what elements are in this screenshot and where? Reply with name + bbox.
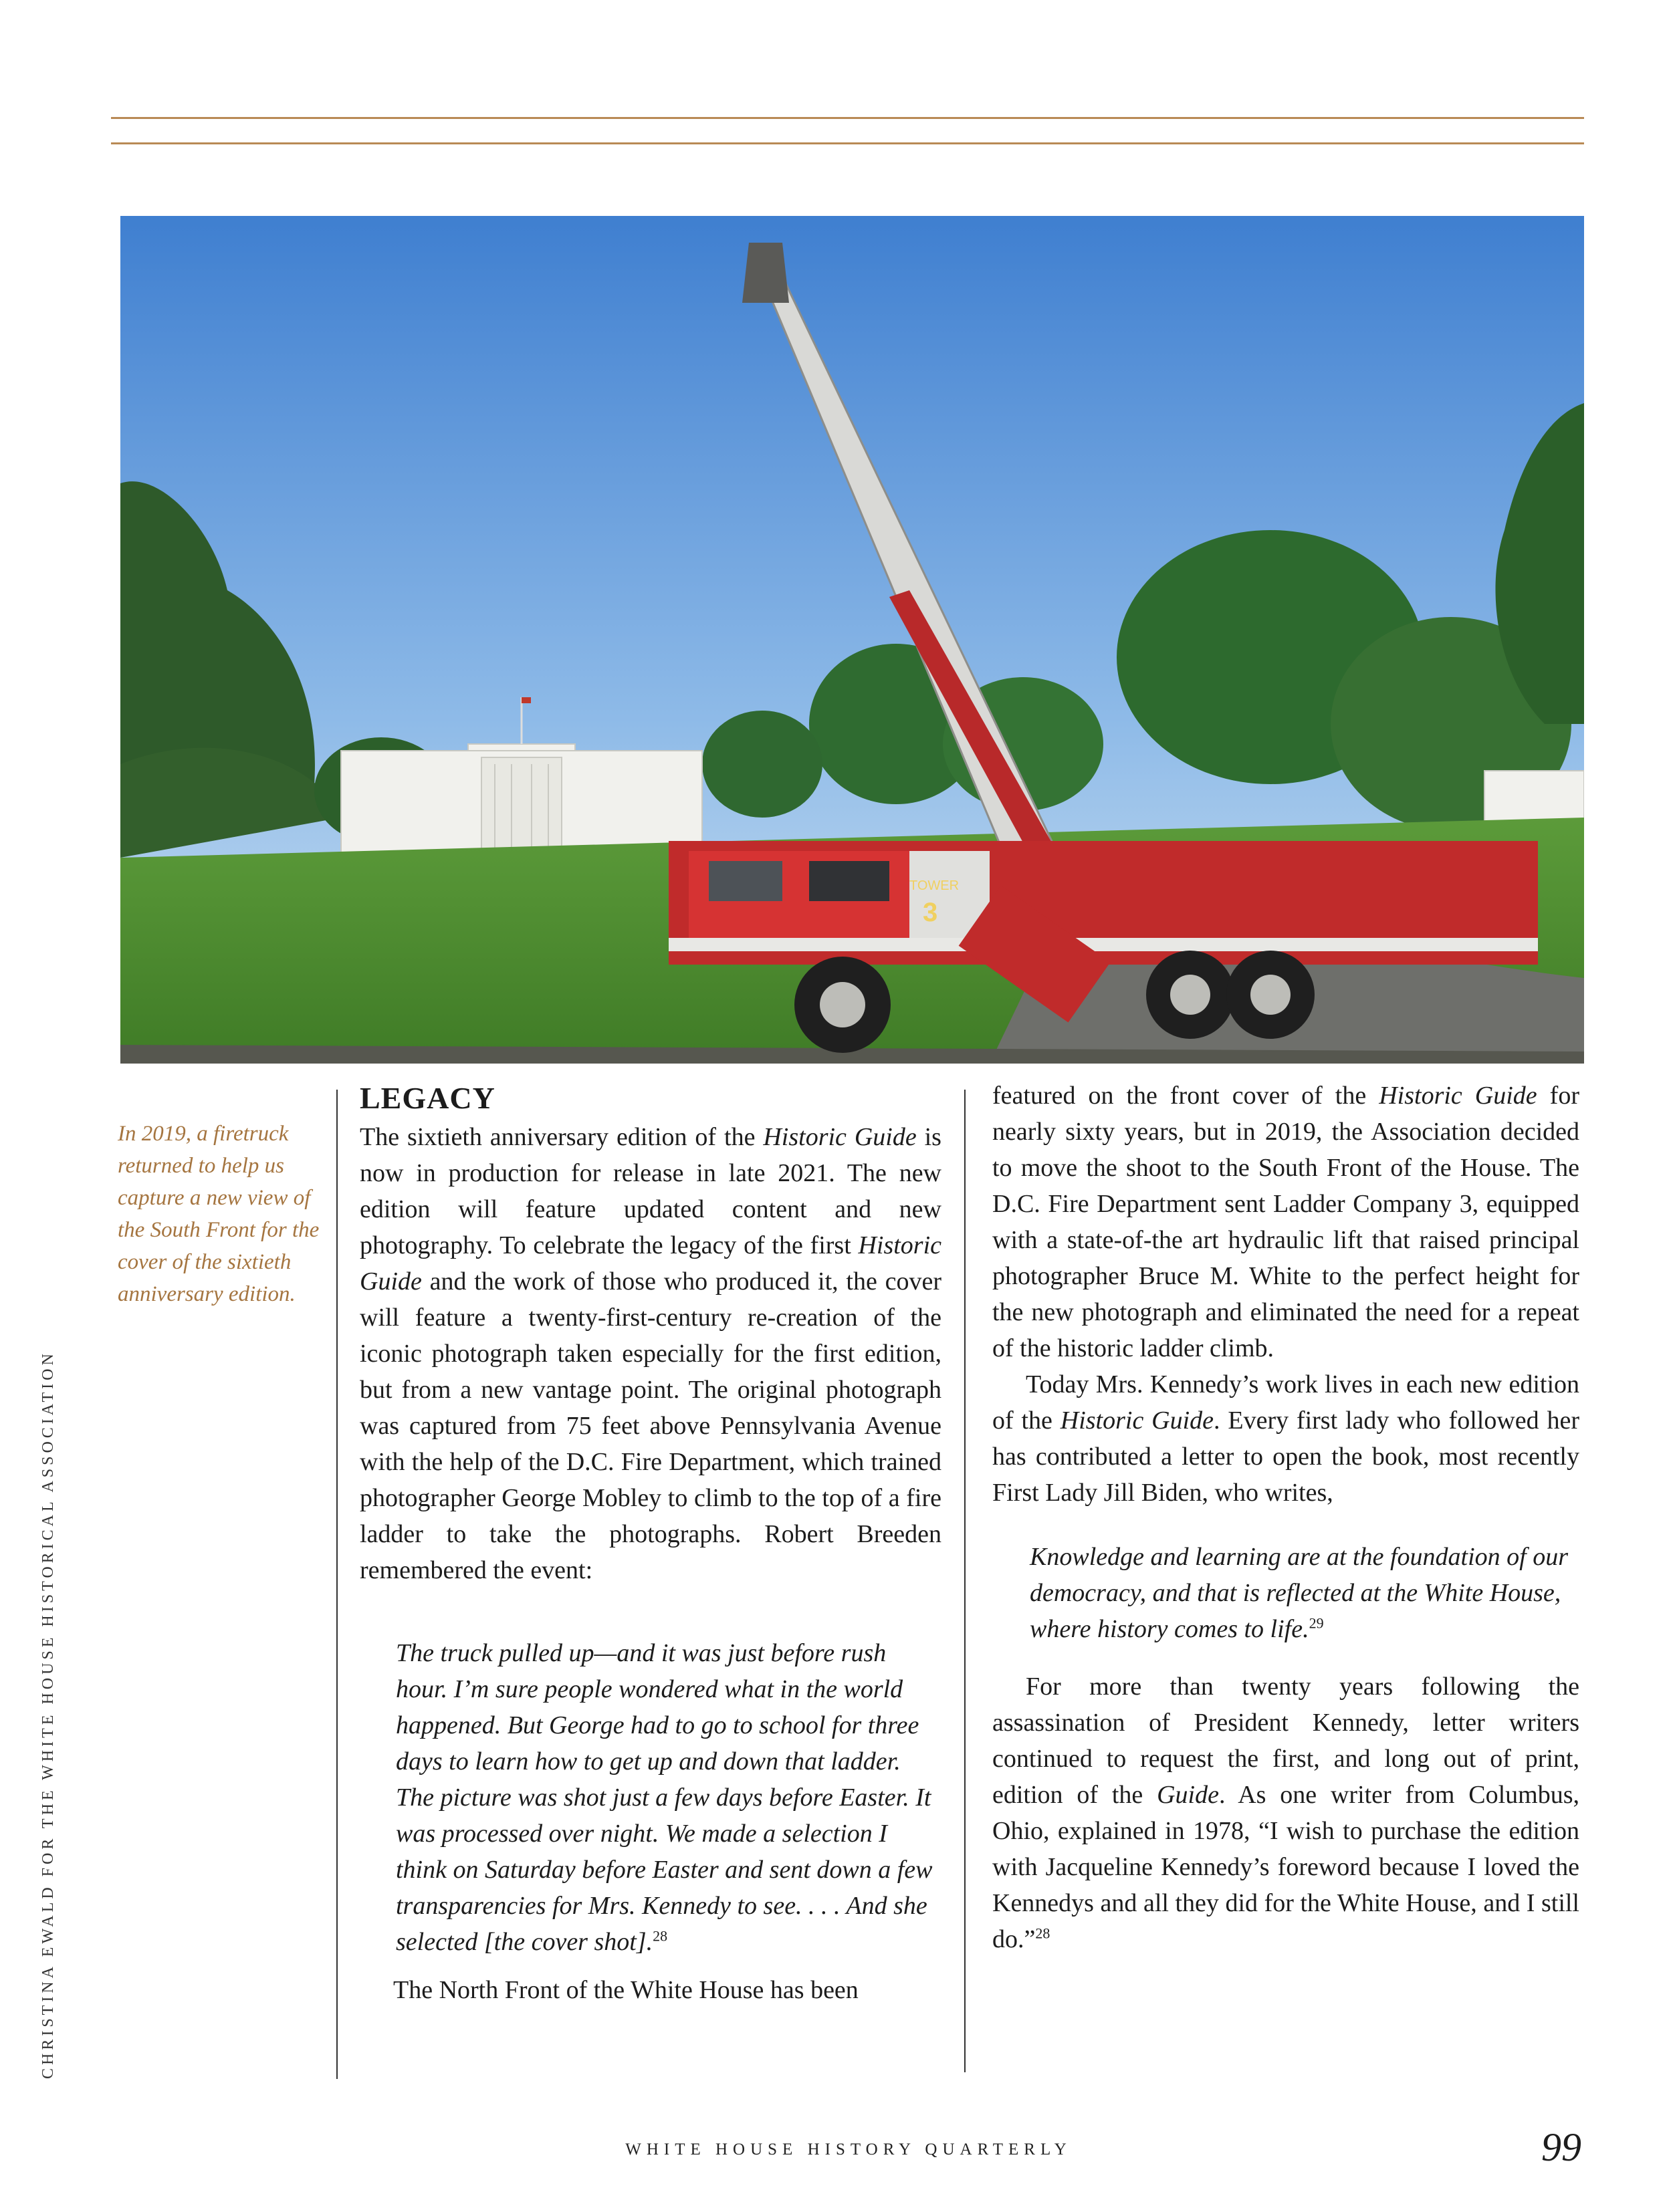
footnote-ref: 28 xyxy=(1035,1925,1050,1942)
article-column-2 xyxy=(992,1078,1579,1957)
pull-quote-biden: Knowledge and learning are at the foundation of our democracy, and that is reflected at the White House, where history comes to life.$^{29}$ xyxy=(1030,1543,1568,1643)
footnote-ref: 28 xyxy=(653,1927,668,1945)
photo-credit: CHRISTINA EWALD FOR THE WHITE HOUSE HISTORICAL ASSOCIATION xyxy=(39,1350,57,2079)
paragraph: featured on the front cover of the Historic Guide for nearly sixty years, but in 2019, the Association decided to move the shoot to the South Front of the House. The D.C. Fire Department sent Ladder Company 3, equipped with a state-of-the art hydraulic lift that raised principal photographer Bruce M. White to the perfect height for the new photograph and eliminated the need for a repeat of the historic ladder climb. xyxy=(992,1082,1579,1362)
column-divider-right xyxy=(964,1090,966,2072)
truck-number: 3 xyxy=(923,898,938,927)
top-rule-second xyxy=(111,142,1584,144)
article-column-1 xyxy=(360,1078,941,2008)
section-heading: LEGACY xyxy=(360,1081,495,1115)
footer-title: WHITE HOUSE HISTORY QUARTERLY xyxy=(625,2140,1072,2159)
footnote-ref: 29 xyxy=(1309,1614,1324,1632)
paragraph: For more than twenty years following the assassination of President Kennedy, letter writers continued to request the first, and long out of print, edition of the Guide. As one writer from Columbus, Ohio, explained in 1978, “I wish to purchase the edition with Jacqueline Kennedy’s foreword because I loved the Kennedys and all they did for the White House, and I still do.”$^{28}$ xyxy=(992,1673,1579,1953)
paragraph: The sixtieth anniversary edition of the Historic Guide is now in production for release in late 2021. The new edition will feature updated content and new photography. To celebrate the legacy of the first Historic Guide and the work of those who produced it, the cover will feature a twenty-first-century re-creation of the iconic photograph taken especially for the first edition, but from a new vantage point. The original photograph was captured from 75 feet above Pennsylvania Avenue with the help of the D.C. Fire Department, which trained photographer George Mobley to climb to the top of a fire ladder to take the photographs. Robert Breeden remembered the event: xyxy=(360,1123,941,1584)
truck-label: TOWER xyxy=(909,878,960,893)
page-number: 99 xyxy=(1541,2125,1581,2169)
photo-caption: In 2019, a firetruck returned to help us capture a new view of the South Front for the cover of the sixtieth anniversary edition. xyxy=(118,1122,320,1306)
firetruck-ladder-south-lawn-photo xyxy=(120,216,1584,1064)
paragraph: Today Mrs. Kennedy’s work lives in each new edition of the Historic Guide. Every first lady who followed her has contributed a letter to open the book, most recently First Lady Jill Biden, who writes, xyxy=(992,1370,1579,1507)
column-divider-left xyxy=(336,1090,338,2079)
paragraph: The North Front of the White House has been xyxy=(393,1976,859,2004)
pull-quote-breeden: The truck pulled up—and it was just before rush hour. I’m sure people wondered what in the world happened. But George had to go to school for three days to learn how to get up and down that ladder. The picture was shot just a few days before Easter. It was processed over night. We made a selection I think on Saturday before Easter and sent down a few transparencies for Mrs. Kennedy to see. . . . And she selected [the cover shot].$^{28}$ xyxy=(396,1639,933,1956)
top-rule xyxy=(111,117,1584,119)
